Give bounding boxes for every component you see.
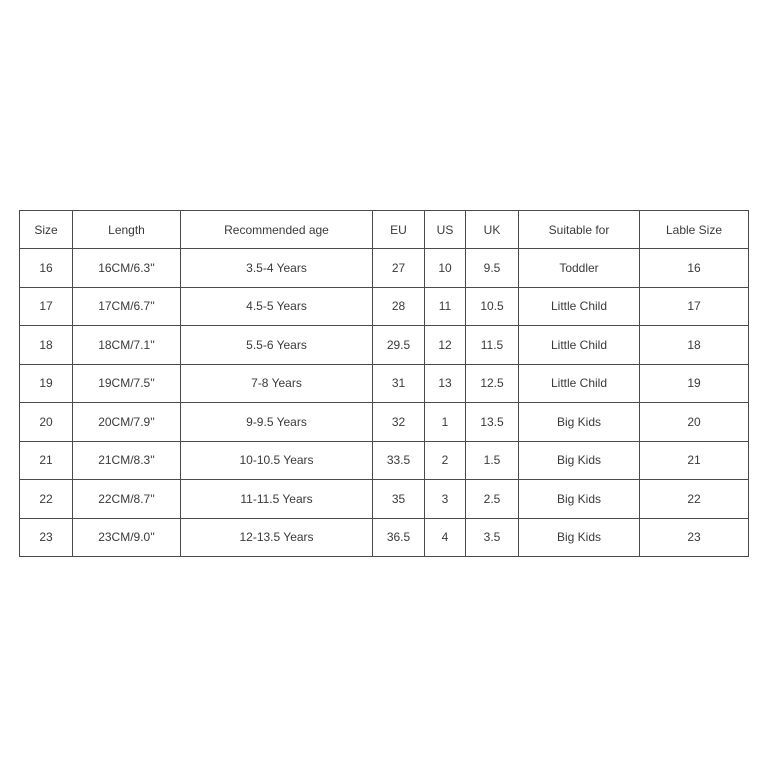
cell-recommended-age: 12-13.5 Years [181, 518, 373, 557]
cell-length: 16CM/6.3'' [73, 249, 181, 288]
cell-suitable-for: Big Kids [519, 480, 640, 519]
cell-size: 16 [20, 249, 73, 288]
header-length: Length [73, 211, 181, 249]
table-row [20, 403, 749, 442]
table-row [20, 518, 749, 557]
header-label-size: Lable Size [640, 211, 749, 249]
cell-recommended-age: 3.5-4 Years [181, 249, 373, 288]
cell-eu: 36.5 [373, 518, 425, 557]
cell-label-size: 22 [640, 480, 749, 519]
table-row [20, 364, 749, 403]
cell-label-size: 19 [640, 364, 749, 403]
size-chart-table [19, 210, 749, 557]
cell-uk: 1.5 [466, 441, 519, 480]
cell-suitable-for: Big Kids [519, 518, 640, 557]
cell-size: 17 [20, 287, 73, 326]
cell-recommended-age: 10-10.5 Years [181, 441, 373, 480]
cell-eu: 35 [373, 480, 425, 519]
cell-recommended-age: 9-9.5 Years [181, 403, 373, 442]
cell-length: 21CM/8.3'' [73, 441, 181, 480]
cell-us: 11 [425, 287, 466, 326]
table-row [20, 287, 749, 326]
cell-uk: 9.5 [466, 249, 519, 288]
table-row [20, 326, 749, 365]
cell-recommended-age: 4.5-5 Years [181, 287, 373, 326]
cell-label-size: 21 [640, 441, 749, 480]
cell-suitable-for: Toddler [519, 249, 640, 288]
table-row [20, 249, 749, 288]
cell-us: 13 [425, 364, 466, 403]
cell-eu: 27 [373, 249, 425, 288]
cell-suitable-for: Big Kids [519, 403, 640, 442]
header-recommended-age: Recommended age [181, 211, 373, 249]
cell-uk: 11.5 [466, 326, 519, 365]
header-uk: UK [466, 211, 519, 249]
header-size: Size [20, 211, 73, 249]
cell-uk: 12.5 [466, 364, 519, 403]
cell-label-size: 23 [640, 518, 749, 557]
cell-eu: 32 [373, 403, 425, 442]
cell-eu: 29.5 [373, 326, 425, 365]
cell-length: 17CM/6.7'' [73, 287, 181, 326]
cell-size: 22 [20, 480, 73, 519]
cell-length: 18CM/7.1'' [73, 326, 181, 365]
cell-size: 18 [20, 326, 73, 365]
table-row [20, 480, 749, 519]
cell-recommended-age: 5.5-6 Years [181, 326, 373, 365]
header-us: US [425, 211, 466, 249]
cell-size: 19 [20, 364, 73, 403]
cell-us: 4 [425, 518, 466, 557]
table-body [20, 249, 749, 557]
table-header-row [20, 211, 749, 249]
cell-recommended-age: 7-8 Years [181, 364, 373, 403]
cell-suitable-for: Big Kids [519, 441, 640, 480]
cell-eu: 28 [373, 287, 425, 326]
cell-size: 21 [20, 441, 73, 480]
cell-length: 19CM/7.5'' [73, 364, 181, 403]
cell-us: 3 [425, 480, 466, 519]
header-eu: EU [373, 211, 425, 249]
cell-us: 2 [425, 441, 466, 480]
cell-uk: 3.5 [466, 518, 519, 557]
cell-uk: 13.5 [466, 403, 519, 442]
cell-suitable-for: Little Child [519, 364, 640, 403]
cell-size: 20 [20, 403, 73, 442]
cell-eu: 31 [373, 364, 425, 403]
cell-length: 22CM/8.7'' [73, 480, 181, 519]
cell-label-size: 16 [640, 249, 749, 288]
header-suitable-for: Suitable for [519, 211, 640, 249]
cell-uk: 2.5 [466, 480, 519, 519]
cell-suitable-for: Little Child [519, 287, 640, 326]
cell-length: 23CM/9.0'' [73, 518, 181, 557]
cell-size: 23 [20, 518, 73, 557]
cell-suitable-for: Little Child [519, 326, 640, 365]
cell-recommended-age: 11-11.5 Years [181, 480, 373, 519]
cell-length: 20CM/7.9'' [73, 403, 181, 442]
cell-us: 10 [425, 249, 466, 288]
cell-us: 12 [425, 326, 466, 365]
cell-label-size: 18 [640, 326, 749, 365]
cell-uk: 10.5 [466, 287, 519, 326]
cell-label-size: 17 [640, 287, 749, 326]
cell-us: 1 [425, 403, 466, 442]
cell-eu: 33.5 [373, 441, 425, 480]
cell-label-size: 20 [640, 403, 749, 442]
table-row [20, 441, 749, 480]
